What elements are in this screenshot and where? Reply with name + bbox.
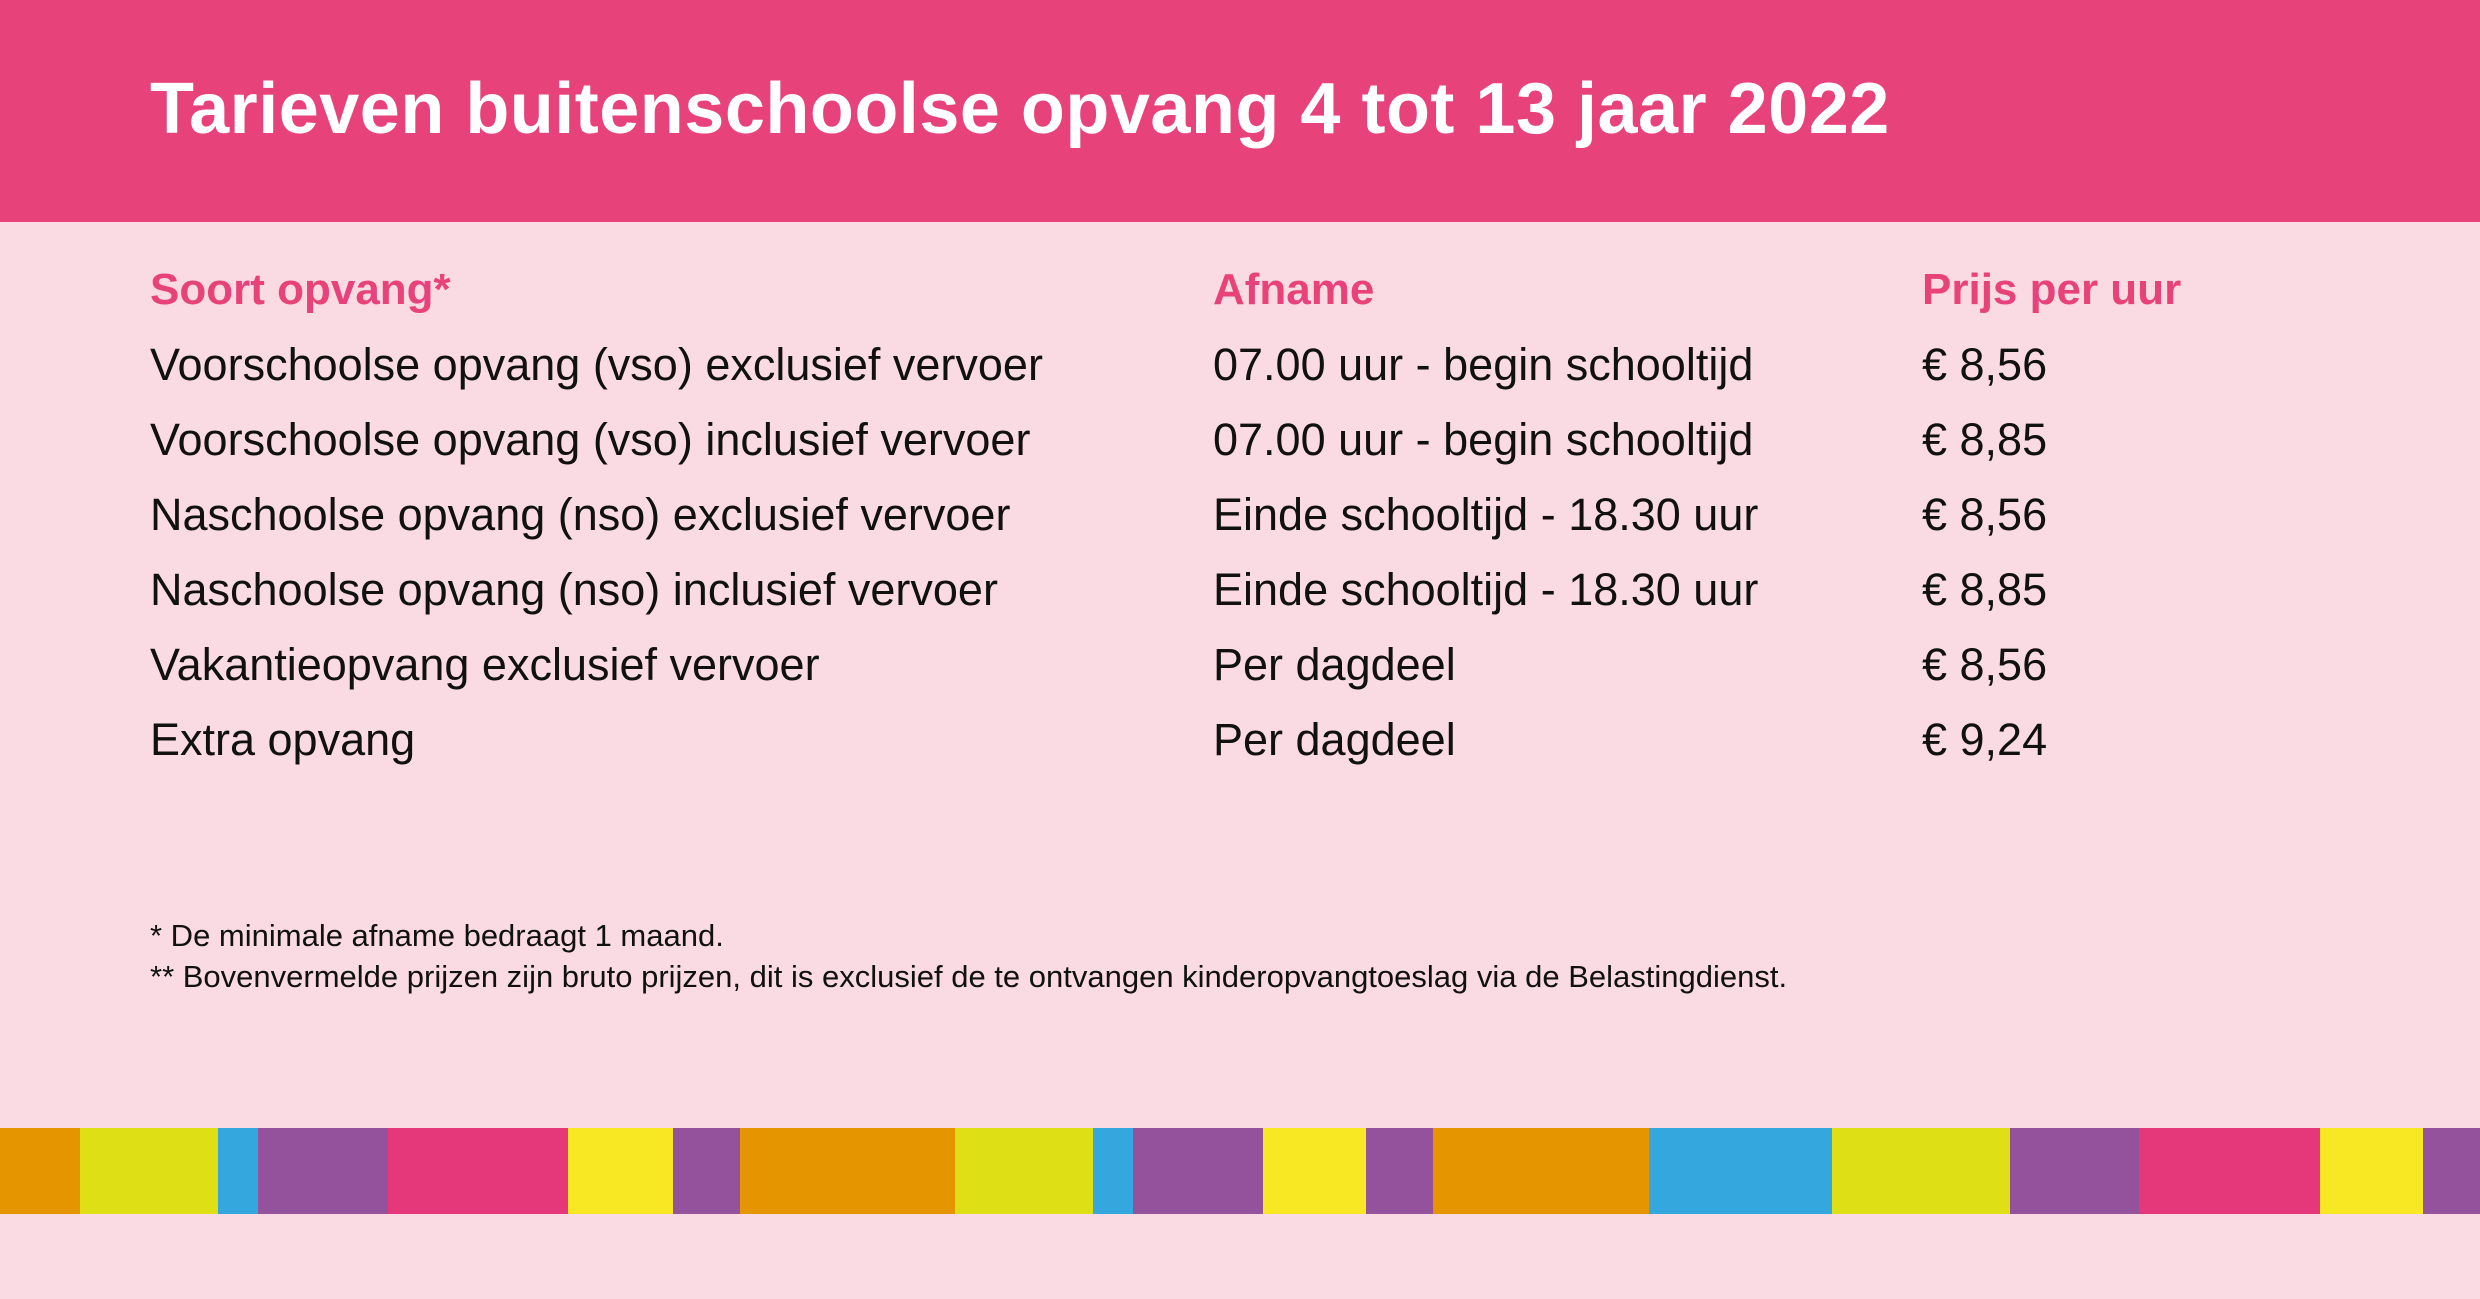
table-row [150, 637, 2400, 712]
table-row [150, 337, 2400, 412]
price-cell: € 8,85 [1922, 414, 2048, 465]
stripe-segment [673, 1128, 740, 1214]
usage-cell: 07.00 uur - begin schooltijd [1213, 339, 1754, 390]
stripe-segment [0, 1128, 80, 1214]
column-header-price: Prijs per uur [1922, 265, 2182, 314]
stripe-segment [1133, 1128, 1263, 1214]
care-type-cell: Vakantieopvang exclusief vervoer [150, 639, 820, 690]
footnote-gross-prices: ** Bovenvermelde prijzen zijn bruto prijzen, dit is exclusief de te ontvangen kinderopvangtoeslag via de Belastingdienst. [150, 959, 1788, 994]
care-type-cell: Extra opvang [150, 714, 416, 765]
header-banner [0, 0, 2480, 222]
stripe-segment [568, 1128, 673, 1214]
price-cell: € 9,24 [1922, 714, 2048, 765]
stripe-segment [2139, 1128, 2320, 1214]
usage-cell: Einde schooltijd - 18.30 uur [1213, 489, 1759, 540]
care-type-cell: Naschoolse opvang (nso) inclusief vervoer [150, 564, 998, 615]
stripe-segment [1093, 1128, 1133, 1214]
decorative-color-stripe [0, 1128, 2480, 1214]
care-type-cell: Voorschoolse opvang (vso) exclusief vervoer [150, 339, 1043, 390]
stripe-segment [740, 1128, 955, 1214]
stripe-segment [1649, 1128, 1832, 1214]
table-row [150, 412, 2400, 487]
page-title: Tarieven buitenschoolse opvang 4 tot 13 jaar 2022 [150, 69, 1890, 149]
stripe-segment [2010, 1128, 2139, 1214]
stripe-segment [1832, 1128, 2010, 1214]
stripe-segment [955, 1128, 1093, 1214]
stripe-segment [1263, 1128, 1366, 1214]
rates-table [150, 262, 2400, 787]
table-header-row [150, 262, 2400, 337]
care-type-cell: Naschoolse opvang (nso) exclusief vervoer [150, 489, 1011, 540]
footnotes [150, 915, 1787, 997]
care-type-cell: Voorschoolse opvang (vso) inclusief vervoer [150, 414, 1031, 465]
table-row [150, 562, 2400, 637]
column-header-usage: Afname [1213, 265, 1375, 314]
stripe-segment [80, 1128, 218, 1214]
table-row [150, 712, 2400, 787]
usage-cell: Per dagdeel [1213, 714, 1456, 765]
price-cell: € 8,56 [1922, 639, 2048, 690]
stripe-segment [388, 1128, 568, 1214]
price-cell: € 8,56 [1922, 339, 2048, 390]
price-cell: € 8,85 [1922, 564, 2048, 615]
stripe-segment [2320, 1128, 2423, 1214]
footnote-minimum-usage: * De minimale afname bedraagt 1 maand. [150, 918, 724, 953]
usage-cell: 07.00 uur - begin schooltijd [1213, 414, 1754, 465]
price-cell: € 8,56 [1922, 489, 2048, 540]
stripe-segment [218, 1128, 258, 1214]
stripe-segment [2423, 1128, 2480, 1214]
usage-cell: Per dagdeel [1213, 639, 1456, 690]
stripe-segment [1433, 1128, 1649, 1214]
stripe-segment [258, 1128, 388, 1214]
stripe-segment [1366, 1128, 1433, 1214]
table-row [150, 487, 2400, 562]
column-header-type: Soort opvang* [150, 265, 451, 314]
usage-cell: Einde schooltijd - 18.30 uur [1213, 564, 1759, 615]
